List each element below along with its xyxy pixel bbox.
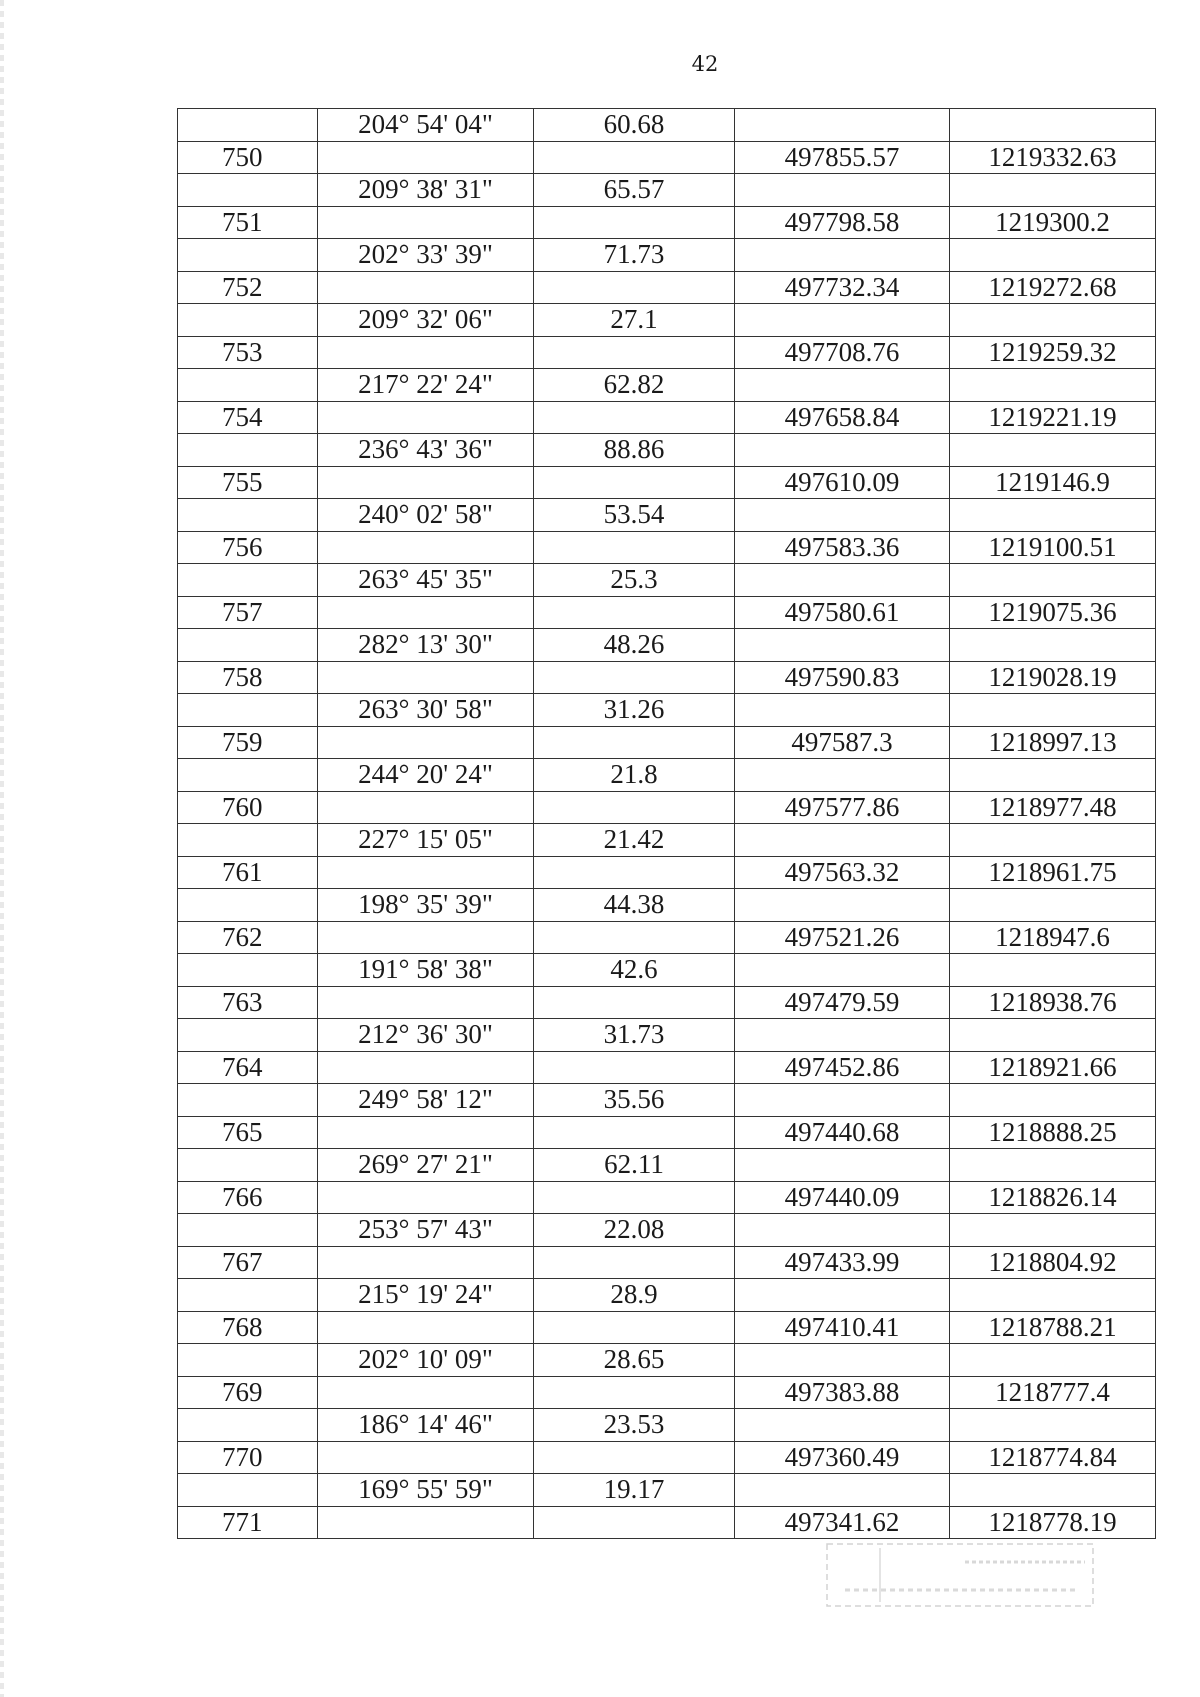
distance-cell: 42.6 <box>534 954 735 987</box>
bearing-cell: 217° 22' 24" <box>318 369 534 402</box>
bearing-cell: 227° 15' 05" <box>318 824 534 857</box>
table-row <box>178 726 1156 759</box>
scan-edge-artifact <box>0 0 4 1697</box>
faded-stamp-icon <box>825 1540 1095 1610</box>
distance-cell: 44.38 <box>534 889 735 922</box>
bearing-cell: 282° 13' 30" <box>318 629 534 662</box>
point-number-cell <box>178 239 318 272</box>
bearing-cell <box>318 791 534 824</box>
table-row <box>178 271 1156 304</box>
distance-cell <box>534 1441 735 1474</box>
x-coordinate-cell <box>735 109 950 142</box>
bearing-cell <box>318 596 534 629</box>
bearing-cell <box>318 1246 534 1279</box>
table-row <box>178 856 1156 889</box>
y-coordinate-cell: 1218777.4 <box>950 1376 1156 1409</box>
bearing-cell: 236° 43' 36" <box>318 434 534 467</box>
bearing-cell <box>318 1181 534 1214</box>
table-row <box>178 141 1156 174</box>
y-coordinate-cell <box>950 499 1156 532</box>
point-number-cell: 765 <box>178 1116 318 1149</box>
y-coordinate-cell: 1218977.48 <box>950 791 1156 824</box>
x-coordinate-cell <box>735 824 950 857</box>
y-coordinate-cell <box>950 434 1156 467</box>
x-coordinate-cell <box>735 1474 950 1507</box>
table-row <box>178 304 1156 337</box>
distance-cell: 21.8 <box>534 759 735 792</box>
point-number-cell: 754 <box>178 401 318 434</box>
bearing-cell: 240° 02' 58" <box>318 499 534 532</box>
point-number-cell <box>178 1409 318 1442</box>
point-number-cell <box>178 564 318 597</box>
bearing-cell: 202° 10' 09" <box>318 1344 534 1377</box>
y-coordinate-cell <box>950 1019 1156 1052</box>
x-coordinate-cell <box>735 629 950 662</box>
distance-cell: 65.57 <box>534 174 735 207</box>
table-row <box>178 1149 1156 1182</box>
x-coordinate-cell <box>735 304 950 337</box>
table-row <box>178 1344 1156 1377</box>
distance-cell: 28.65 <box>534 1344 735 1377</box>
bearing-cell: 244° 20' 24" <box>318 759 534 792</box>
x-coordinate-cell: 497587.3 <box>735 726 950 759</box>
y-coordinate-cell: 1218888.25 <box>950 1116 1156 1149</box>
x-coordinate-cell: 497440.68 <box>735 1116 950 1149</box>
distance-cell <box>534 596 735 629</box>
x-coordinate-cell: 497440.09 <box>735 1181 950 1214</box>
distance-cell <box>534 531 735 564</box>
x-coordinate-cell: 497583.36 <box>735 531 950 564</box>
distance-cell: 19.17 <box>534 1474 735 1507</box>
y-coordinate-cell <box>950 1279 1156 1312</box>
table-row <box>178 174 1156 207</box>
distance-cell <box>534 271 735 304</box>
point-number-cell <box>178 1149 318 1182</box>
table-row <box>178 661 1156 694</box>
point-number-cell: 763 <box>178 986 318 1019</box>
x-coordinate-cell: 497479.59 <box>735 986 950 1019</box>
point-number-cell <box>178 1474 318 1507</box>
y-coordinate-cell: 1219272.68 <box>950 271 1156 304</box>
distance-cell: 25.3 <box>534 564 735 597</box>
point-number-cell <box>178 499 318 532</box>
distance-cell <box>534 921 735 954</box>
bearing-cell <box>318 1441 534 1474</box>
distance-cell <box>534 1246 735 1279</box>
point-number-cell: 760 <box>178 791 318 824</box>
x-coordinate-cell: 497708.76 <box>735 336 950 369</box>
coordinates-table <box>177 108 1156 1539</box>
x-coordinate-cell <box>735 369 950 402</box>
y-coordinate-cell <box>950 889 1156 922</box>
point-number-cell: 752 <box>178 271 318 304</box>
distance-cell: 48.26 <box>534 629 735 662</box>
distance-cell <box>534 1181 735 1214</box>
distance-cell <box>534 1376 735 1409</box>
table-row <box>178 1409 1156 1442</box>
bearing-cell <box>318 271 534 304</box>
x-coordinate-cell <box>735 499 950 532</box>
y-coordinate-cell <box>950 564 1156 597</box>
table-row <box>178 1311 1156 1344</box>
point-number-cell: 766 <box>178 1181 318 1214</box>
table-row <box>178 1246 1156 1279</box>
bearing-cell <box>318 726 534 759</box>
bearing-cell <box>318 1116 534 1149</box>
x-coordinate-cell <box>735 1214 950 1247</box>
point-number-cell: 758 <box>178 661 318 694</box>
x-coordinate-cell <box>735 759 950 792</box>
x-coordinate-cell <box>735 1279 950 1312</box>
y-coordinate-cell <box>950 174 1156 207</box>
point-number-cell <box>178 304 318 337</box>
table-row <box>178 206 1156 239</box>
table-row <box>178 1279 1156 1312</box>
x-coordinate-cell: 497732.34 <box>735 271 950 304</box>
distance-cell <box>534 1051 735 1084</box>
y-coordinate-cell <box>950 759 1156 792</box>
y-coordinate-cell <box>950 369 1156 402</box>
table-row <box>178 434 1156 467</box>
x-coordinate-cell <box>735 239 950 272</box>
table-row <box>178 759 1156 792</box>
point-number-cell: 750 <box>178 141 318 174</box>
distance-cell <box>534 856 735 889</box>
x-coordinate-cell <box>735 434 950 467</box>
y-coordinate-cell <box>950 824 1156 857</box>
table-row <box>178 1051 1156 1084</box>
y-coordinate-cell: 1219221.19 <box>950 401 1156 434</box>
y-coordinate-cell: 1218961.75 <box>950 856 1156 889</box>
distance-cell: 31.73 <box>534 1019 735 1052</box>
table-row <box>178 531 1156 564</box>
point-number-cell: 767 <box>178 1246 318 1279</box>
y-coordinate-cell: 1219332.63 <box>950 141 1156 174</box>
table-row <box>178 1474 1156 1507</box>
y-coordinate-cell: 1218804.92 <box>950 1246 1156 1279</box>
distance-cell: 35.56 <box>534 1084 735 1117</box>
distance-cell: 23.53 <box>534 1409 735 1442</box>
y-coordinate-cell <box>950 239 1156 272</box>
x-coordinate-cell: 497563.32 <box>735 856 950 889</box>
x-coordinate-cell <box>735 889 950 922</box>
y-coordinate-cell: 1218826.14 <box>950 1181 1156 1214</box>
y-coordinate-cell <box>950 629 1156 662</box>
y-coordinate-cell: 1219300.2 <box>950 206 1156 239</box>
point-number-cell <box>178 1019 318 1052</box>
point-number-cell <box>178 694 318 727</box>
y-coordinate-cell <box>950 1084 1156 1117</box>
table-row <box>178 791 1156 824</box>
bearing-cell: 204° 54' 04" <box>318 109 534 142</box>
point-number-cell: 761 <box>178 856 318 889</box>
table-row <box>178 564 1156 597</box>
y-coordinate-cell: 1219075.36 <box>950 596 1156 629</box>
table-row <box>178 336 1156 369</box>
y-coordinate-cell: 1218938.76 <box>950 986 1156 1019</box>
bearing-cell <box>318 1311 534 1344</box>
bearing-cell <box>318 661 534 694</box>
distance-cell: 28.9 <box>534 1279 735 1312</box>
table-row <box>178 1019 1156 1052</box>
table-row <box>178 954 1156 987</box>
point-number-cell: 764 <box>178 1051 318 1084</box>
bearing-cell: 249° 58' 12" <box>318 1084 534 1117</box>
point-number-cell: 751 <box>178 206 318 239</box>
distance-cell: 62.82 <box>534 369 735 402</box>
table-row <box>178 1506 1156 1539</box>
x-coordinate-cell <box>735 1344 950 1377</box>
bearing-cell: 263° 30' 58" <box>318 694 534 727</box>
distance-cell <box>534 791 735 824</box>
point-number-cell: 770 <box>178 1441 318 1474</box>
y-coordinate-cell <box>950 694 1156 727</box>
x-coordinate-cell: 497341.62 <box>735 1506 950 1539</box>
y-coordinate-cell: 1219146.9 <box>950 466 1156 499</box>
point-number-cell <box>178 434 318 467</box>
stamp-mark <box>825 1540 1095 1610</box>
distance-cell: 22.08 <box>534 1214 735 1247</box>
distance-cell <box>534 466 735 499</box>
table-row <box>178 1376 1156 1409</box>
x-coordinate-cell: 497452.86 <box>735 1051 950 1084</box>
y-coordinate-cell: 1218778.19 <box>950 1506 1156 1539</box>
bearing-cell <box>318 336 534 369</box>
point-number-cell <box>178 369 318 402</box>
distance-cell: 21.42 <box>534 824 735 857</box>
table-row <box>178 596 1156 629</box>
table-row <box>178 401 1156 434</box>
distance-cell: 31.26 <box>534 694 735 727</box>
distance-cell: 62.11 <box>534 1149 735 1182</box>
x-coordinate-cell <box>735 1019 950 1052</box>
distance-cell <box>534 1311 735 1344</box>
page-number: 42 <box>691 52 719 76</box>
distance-cell <box>534 1116 735 1149</box>
distance-cell: 53.54 <box>534 499 735 532</box>
distance-cell <box>534 986 735 1019</box>
bearing-cell <box>318 856 534 889</box>
point-number-cell: 757 <box>178 596 318 629</box>
bearing-cell <box>318 921 534 954</box>
table-row <box>178 1084 1156 1117</box>
table-row <box>178 1181 1156 1214</box>
table-row <box>178 466 1156 499</box>
x-coordinate-cell: 497580.61 <box>735 596 950 629</box>
bearing-cell: 198° 35' 39" <box>318 889 534 922</box>
distance-cell <box>534 206 735 239</box>
point-number-cell <box>178 824 318 857</box>
coordinates-table-body <box>178 109 1156 1539</box>
point-number-cell <box>178 109 318 142</box>
x-coordinate-cell: 497577.86 <box>735 791 950 824</box>
bearing-cell <box>318 531 534 564</box>
y-coordinate-cell: 1218997.13 <box>950 726 1156 759</box>
distance-cell: 88.86 <box>534 434 735 467</box>
y-coordinate-cell: 1218788.21 <box>950 1311 1156 1344</box>
distance-cell: 27.1 <box>534 304 735 337</box>
point-number-cell <box>178 1084 318 1117</box>
x-coordinate-cell: 497798.58 <box>735 206 950 239</box>
x-coordinate-cell: 497433.99 <box>735 1246 950 1279</box>
bearing-cell: 209° 32' 06" <box>318 304 534 337</box>
y-coordinate-cell <box>950 304 1156 337</box>
y-coordinate-cell <box>950 1214 1156 1247</box>
y-coordinate-cell <box>950 1344 1156 1377</box>
x-coordinate-cell: 497383.88 <box>735 1376 950 1409</box>
distance-cell <box>534 1506 735 1539</box>
y-coordinate-cell: 1218921.66 <box>950 1051 1156 1084</box>
bearing-cell: 209° 38' 31" <box>318 174 534 207</box>
y-coordinate-cell <box>950 1409 1156 1442</box>
bearing-cell <box>318 1051 534 1084</box>
point-number-cell: 756 <box>178 531 318 564</box>
table-row <box>178 889 1156 922</box>
table-row <box>178 629 1156 662</box>
point-number-cell: 762 <box>178 921 318 954</box>
table-row <box>178 1214 1156 1247</box>
table-row <box>178 239 1156 272</box>
x-coordinate-cell <box>735 954 950 987</box>
distance-cell <box>534 401 735 434</box>
y-coordinate-cell: 1219100.51 <box>950 531 1156 564</box>
bearing-cell <box>318 401 534 434</box>
y-coordinate-cell: 1219259.32 <box>950 336 1156 369</box>
point-number-cell <box>178 629 318 662</box>
distance-cell <box>534 336 735 369</box>
bearing-cell: 186° 14' 46" <box>318 1409 534 1442</box>
y-coordinate-cell <box>950 109 1156 142</box>
x-coordinate-cell <box>735 1409 950 1442</box>
bearing-cell: 202° 33' 39" <box>318 239 534 272</box>
point-number-cell: 771 <box>178 1506 318 1539</box>
table-row <box>178 694 1156 727</box>
distance-cell <box>534 661 735 694</box>
x-coordinate-cell: 497610.09 <box>735 466 950 499</box>
point-number-cell <box>178 1214 318 1247</box>
y-coordinate-cell <box>950 1474 1156 1507</box>
bearing-cell <box>318 1376 534 1409</box>
distance-cell <box>534 141 735 174</box>
point-number-cell: 753 <box>178 336 318 369</box>
x-coordinate-cell <box>735 564 950 597</box>
point-number-cell <box>178 954 318 987</box>
x-coordinate-cell <box>735 174 950 207</box>
table-row <box>178 986 1156 1019</box>
point-number-cell: 768 <box>178 1311 318 1344</box>
point-number-cell <box>178 759 318 792</box>
point-number-cell: 769 <box>178 1376 318 1409</box>
bearing-cell: 215° 19' 24" <box>318 1279 534 1312</box>
y-coordinate-cell: 1218774.84 <box>950 1441 1156 1474</box>
point-number-cell: 759 <box>178 726 318 759</box>
x-coordinate-cell: 497410.41 <box>735 1311 950 1344</box>
bearing-cell: 191° 58' 38" <box>318 954 534 987</box>
point-number-cell <box>178 1279 318 1312</box>
x-coordinate-cell: 497590.83 <box>735 661 950 694</box>
point-number-cell <box>178 174 318 207</box>
x-coordinate-cell: 497360.49 <box>735 1441 950 1474</box>
table-row <box>178 499 1156 532</box>
point-number-cell: 755 <box>178 466 318 499</box>
table-row <box>178 824 1156 857</box>
x-coordinate-cell <box>735 694 950 727</box>
table-row <box>178 1116 1156 1149</box>
bearing-cell <box>318 206 534 239</box>
table-row <box>178 921 1156 954</box>
x-coordinate-cell: 497855.57 <box>735 141 950 174</box>
bearing-cell: 269° 27' 21" <box>318 1149 534 1182</box>
bearing-cell <box>318 141 534 174</box>
y-coordinate-cell: 1218947.6 <box>950 921 1156 954</box>
table-row <box>178 1441 1156 1474</box>
bearing-cell: 263° 45' 35" <box>318 564 534 597</box>
distance-cell: 71.73 <box>534 239 735 272</box>
distance-cell <box>534 726 735 759</box>
x-coordinate-cell <box>735 1084 950 1117</box>
table-row <box>178 369 1156 402</box>
point-number-cell <box>178 889 318 922</box>
x-coordinate-cell: 497658.84 <box>735 401 950 434</box>
x-coordinate-cell: 497521.26 <box>735 921 950 954</box>
bearing-cell <box>318 466 534 499</box>
bearing-cell <box>318 1506 534 1539</box>
y-coordinate-cell <box>950 1149 1156 1182</box>
y-coordinate-cell: 1219028.19 <box>950 661 1156 694</box>
distance-cell: 60.68 <box>534 109 735 142</box>
y-coordinate-cell <box>950 954 1156 987</box>
bearing-cell <box>318 986 534 1019</box>
point-number-cell <box>178 1344 318 1377</box>
bearing-cell: 253° 57' 43" <box>318 1214 534 1247</box>
x-coordinate-cell <box>735 1149 950 1182</box>
bearing-cell: 169° 55' 59" <box>318 1474 534 1507</box>
bearing-cell: 212° 36' 30" <box>318 1019 534 1052</box>
table-row <box>178 109 1156 142</box>
